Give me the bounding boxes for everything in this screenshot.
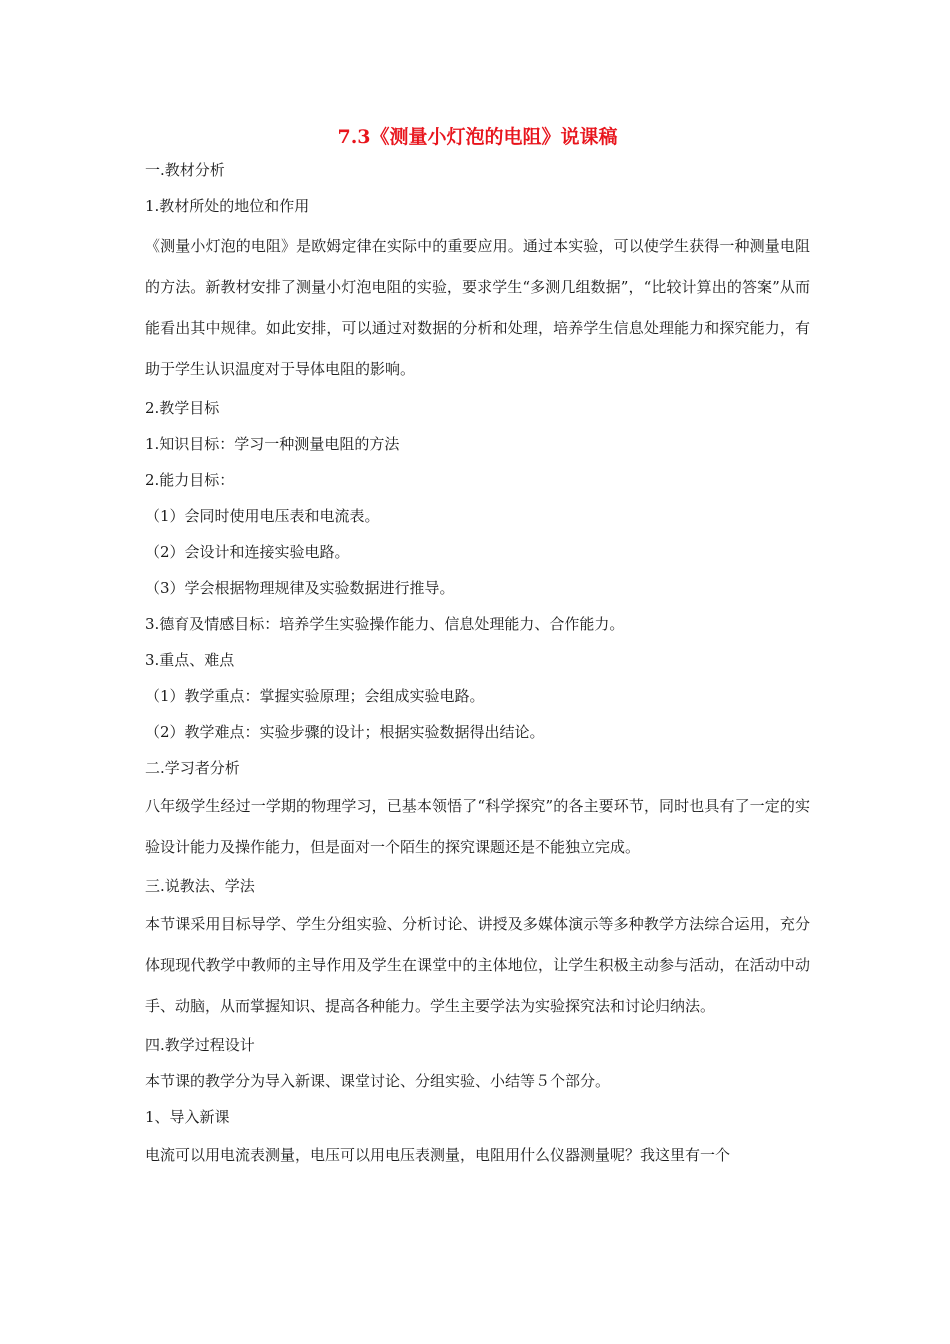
paragraph: 本节课采用目标导学、学生分组实验、分析讨论、讲授及多媒体演示等多种教学方法综合运用，充分体现现代教学中教师的主导作用及学生在课堂中的主体地位，让学生积极主动参与活动，在活动中动手、动脑，从而掌握知识、提高各种能力。学生主要学法为实验探究法和讨论归纳法。 [145, 915, 810, 1015]
section-heading: 四.教学过程设计 [145, 1036, 255, 1054]
list-item: （3）学会根据物理规律及实验数据进行推导。 [145, 579, 455, 597]
paragraph: 电流可以用电流表测量，电压可以用电压表测量，电阻用什么仪器测量呢？我这里有一个 [145, 1146, 731, 1164]
document-page [145, 122, 810, 1176]
subsection-heading: 3.重点、难点 [145, 651, 235, 669]
list-item: （1）教学重点：掌握实验原理；会组成实验电路。 [145, 687, 485, 705]
document-title: 7.3《测量小灯泡的电阻》说课稿 [337, 126, 618, 148]
subsection-heading: 1.教材所处的地位和作用 [145, 197, 310, 215]
document-body [145, 152, 810, 1176]
list-item: （2）教学难点：实验步骤的设计；根据实验数据得出结论。 [145, 723, 545, 741]
list-item: （2）会设计和连接实验电路。 [145, 543, 350, 561]
list-item: 3.德育及情感目标：培养学生实验操作能力、信息处理能力、合作能力。 [145, 615, 625, 633]
section-heading: 三.说教法、学法 [145, 877, 255, 895]
paragraph: 《测量小灯泡的电阻》是欧姆定律在实际中的重要应用。通过本实验，可以使学生获得一种测量电阻的方法。新教材安排了测量小灯泡电阻的实验，要求学生“多测几组数据”，“比较计算出的答案”从而能看出其中规律。如此安排，可以通过对数据的分析和处理，培养学生信息处理能力和探究能力，有助于学生认识温度对于导体电阻的影响。 [145, 237, 810, 378]
subsection-heading: 1、导入新课 [145, 1108, 230, 1126]
subsection-heading: 2.教学目标 [145, 399, 220, 417]
paragraph: 八年级学生经过一学期的物理学习，已基本领悟了“科学探究”的各主要环节，同时也具有了一定的实验设计能力及操作能力，但是面对一个陌生的探究课题还是不能独立完成。 [145, 797, 810, 856]
list-item: 2.能力目标： [145, 471, 235, 489]
section-heading: 一.教材分析 [145, 161, 225, 179]
paragraph: 本节课的教学分为导入新课、课堂讨论、分组实验、小结等５个部分。 [145, 1072, 611, 1090]
section-heading: 二.学习者分析 [145, 759, 240, 777]
list-item: （1）会同时使用电压表和电流表。 [145, 507, 380, 525]
list-item: 1.知识目标：学习一种测量电阻的方法 [145, 435, 400, 453]
